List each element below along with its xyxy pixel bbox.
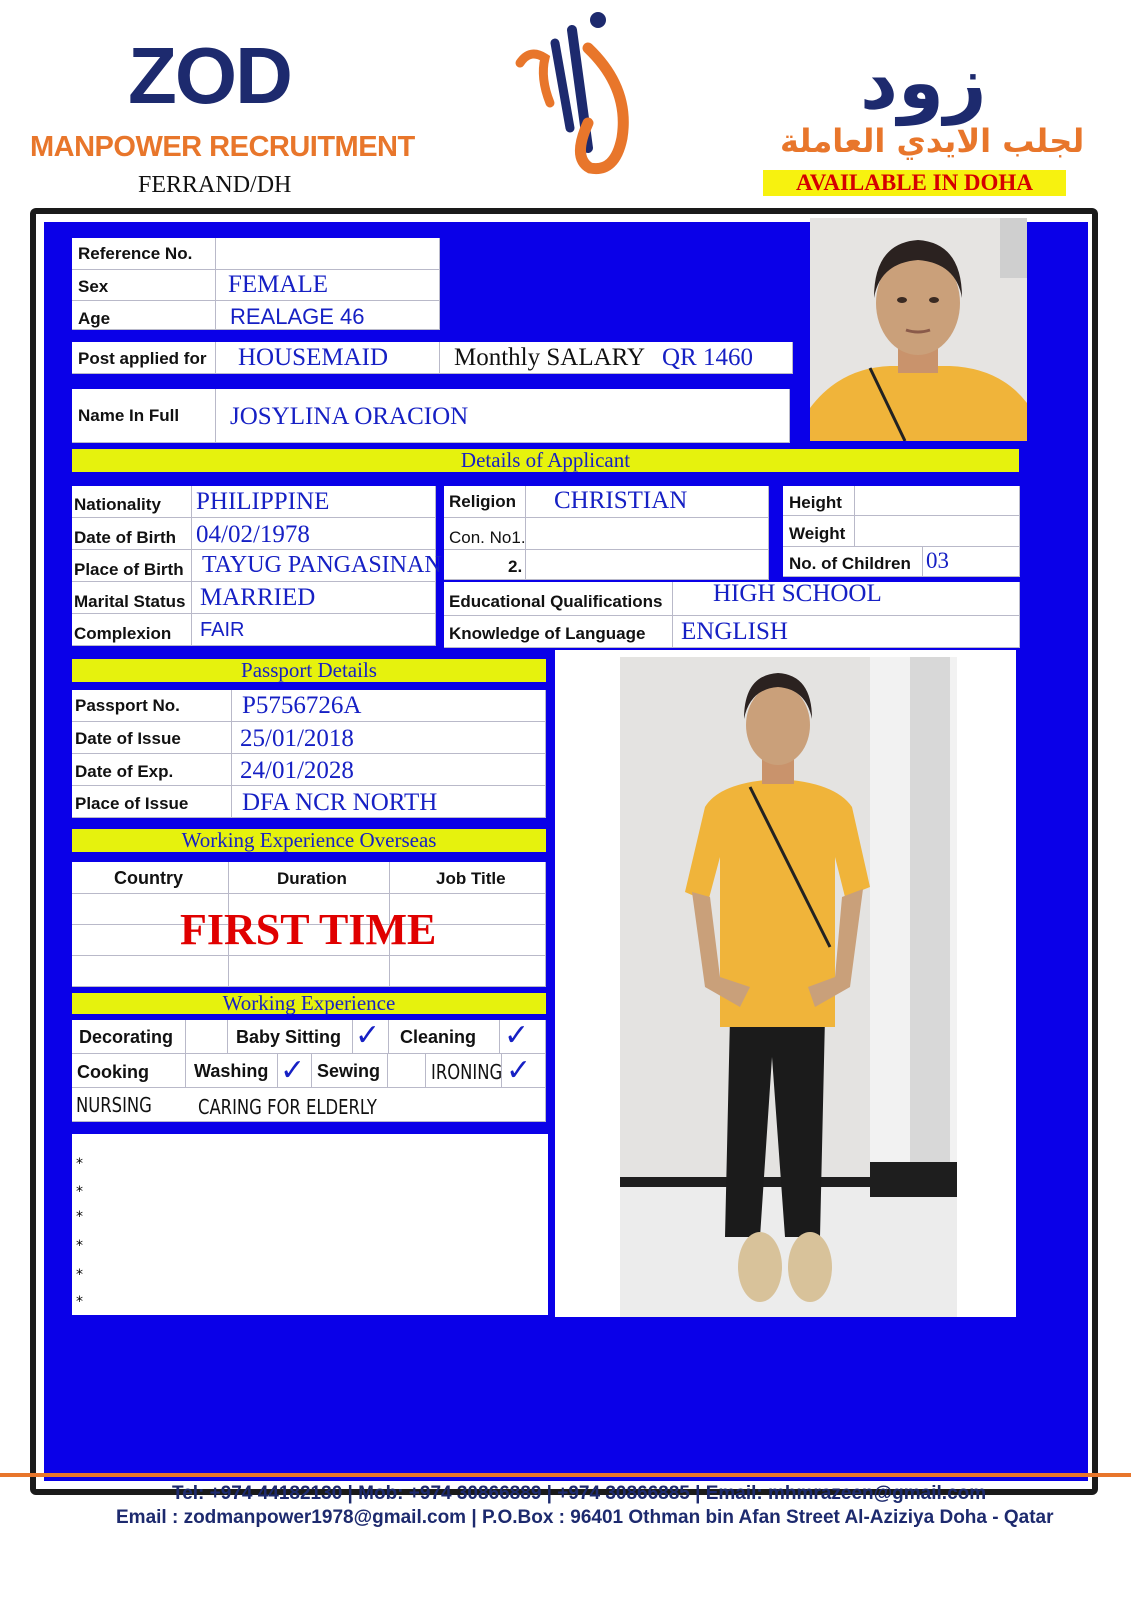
skill-decorating-check	[186, 1020, 228, 1054]
skill-ironing-check	[502, 1054, 546, 1088]
applicant-portrait-photo	[810, 218, 1027, 441]
con2-label: 2.	[508, 557, 523, 576]
post-label: Post applied for	[78, 349, 207, 368]
religion-label-cell	[444, 486, 526, 518]
marital-label-cell	[72, 582, 192, 614]
marital-value: MARRIED	[200, 584, 316, 611]
company-emblem-icon	[510, 8, 645, 183]
post-label-cell	[72, 342, 216, 374]
skill-cooking	[72, 1054, 186, 1088]
height-label-cell	[783, 486, 855, 516]
nationality-label: Nationality	[74, 495, 161, 514]
sex-label: Sex	[78, 277, 109, 296]
con2-label-cell	[444, 550, 526, 580]
note-bullet: *	[76, 1238, 83, 1254]
name-label: Name In Full	[78, 406, 180, 425]
religion-label: Religion	[449, 492, 517, 511]
children-label-cell	[783, 547, 923, 577]
education-label-cell	[444, 582, 673, 616]
religion-value-cell	[526, 486, 769, 518]
checkmark-icon: ✓	[506, 1053, 532, 1088]
country-header: Country	[114, 868, 183, 888]
pob-label: Place of Birth	[74, 560, 184, 579]
skill-nursing-label: NURSING	[76, 1093, 152, 1117]
skill-washing-label: Washing	[194, 1061, 269, 1081]
skill-cleaning	[389, 1020, 500, 1054]
skill-washing	[186, 1054, 278, 1088]
language-value: ENGLISH	[681, 618, 788, 645]
reference-value-cell	[216, 238, 440, 270]
weight-label-cell	[783, 516, 855, 547]
marital-value-cell	[192, 582, 436, 614]
con1-value-cell	[526, 518, 769, 550]
passport-issue-value: 25/01/2018	[240, 725, 354, 752]
note-bullet: *	[76, 1267, 83, 1283]
skill-cooking-label: Cooking	[77, 1062, 149, 1082]
con1-label: Con. No1.	[449, 528, 526, 547]
con2-value-cell	[526, 550, 769, 580]
company-subtitle: MANPOWER RECRUITMENT	[30, 131, 415, 163]
footer-address-line: Email : zodmanpower1978@gmail.com | P.O.Box : 96401 Othman bin Afan Street Al-Aziziya Doha - Qatar	[116, 1507, 1054, 1528]
skill-baby-sitting	[228, 1020, 353, 1054]
sex-value: FEMALE	[228, 271, 328, 298]
skill-washing-check	[278, 1054, 312, 1088]
footer-contact-line: Tel: +974 44182130 | Mob: +974 30866889 | +974 30866885 | Email: mhmrazeen@gmail.com	[172, 1483, 987, 1504]
passport-place-label: Place of Issue	[75, 794, 189, 813]
passport-place-value: DFA NCR NORTH	[242, 789, 438, 816]
details-section-title: Details of Applicant	[72, 449, 1019, 472]
reference-label: Reference No.	[78, 244, 193, 263]
skill-sewing	[312, 1054, 388, 1088]
height-label: Height	[789, 493, 842, 512]
complexion-label-cell	[72, 614, 192, 646]
complexion-label: Complexion	[74, 624, 172, 643]
passport-exp-value-cell	[232, 754, 546, 786]
passport-issue-value-cell	[232, 722, 546, 754]
overseas-section-title: Working Experience Overseas	[72, 829, 546, 852]
arabic-subtitle: لجلب الايدي العاملة	[780, 122, 1085, 160]
availability-badge: AVAILABLE IN DOHA	[763, 170, 1066, 196]
sex-label-cell	[72, 270, 216, 301]
skill-decorating	[72, 1020, 186, 1054]
passport-place-label-cell	[72, 786, 232, 818]
skill-elderly-label: CARING FOR ELDERLY	[198, 1095, 377, 1119]
skill-sewing-check	[388, 1054, 426, 1088]
reference-label-cell	[72, 238, 216, 270]
overseas-col-country	[72, 862, 229, 894]
skill-ironing	[426, 1054, 502, 1088]
post-value-cell	[216, 342, 440, 374]
job-title-header: Job Title	[436, 869, 506, 888]
salary-label: Monthly SALARY	[454, 344, 646, 371]
passport-issue-label: Date of Issue	[75, 729, 181, 748]
skill-extra-row	[72, 1088, 546, 1122]
pob-value-cell	[192, 550, 442, 582]
arabic-logo-text: زود	[860, 40, 987, 126]
children-value: 03	[926, 548, 949, 573]
company-logo-text: ZOD	[128, 31, 291, 120]
skill-baby-sitting-label: Baby Sitting	[236, 1027, 342, 1047]
pob-value: TAYUG PANGASINAN	[202, 552, 442, 578]
complexion-value-cell	[192, 614, 436, 646]
overseas-col-duration	[229, 862, 390, 894]
salary-value: QR 1460	[662, 344, 753, 371]
age-label-cell	[72, 301, 216, 330]
passport-exp-label-cell	[72, 754, 232, 786]
note-bullet: *	[76, 1156, 83, 1172]
passport-exp-label: Date of Exp.	[75, 762, 174, 781]
language-value-cell	[673, 616, 1020, 648]
skill-cleaning-check	[500, 1020, 546, 1054]
name-label-cell	[72, 389, 216, 443]
experience-section-title: Working Experience	[72, 993, 546, 1014]
nationality-value-cell	[192, 486, 436, 518]
passport-number-value: P5756726A	[242, 692, 362, 719]
passport-number-label: Passport No.	[75, 696, 180, 715]
dob-label-cell	[72, 518, 192, 550]
passport-number-label-cell	[72, 690, 232, 722]
education-value: HIGH SCHOOL	[713, 580, 882, 607]
overseas-col-job	[390, 862, 546, 894]
passport-exp-value: 24/01/2028	[240, 757, 354, 784]
footer-divider	[0, 1473, 1131, 1477]
height-value-cell	[855, 486, 1020, 516]
checkmark-icon: ✓	[280, 1053, 306, 1088]
first-time-stamp: FIRST TIME	[180, 905, 437, 954]
age-label: Age	[78, 309, 111, 328]
overseas-cell	[72, 956, 229, 987]
passport-issue-label-cell	[72, 722, 232, 754]
sex-value-cell	[216, 270, 440, 301]
nationality-value: PHILIPPINE	[196, 488, 330, 515]
post-value: HOUSEMAID	[238, 344, 388, 371]
education-value-cell	[673, 582, 1020, 616]
name-value: JOSYLINA ORACION	[230, 403, 469, 430]
children-value-cell	[923, 547, 1020, 577]
passport-section-title: Passport Details	[72, 659, 546, 682]
note-bullet: *	[76, 1184, 83, 1200]
applicant-full-body-photo	[620, 657, 957, 1317]
skill-baby-sitting-check	[353, 1020, 389, 1054]
language-label-cell	[444, 616, 673, 648]
dob-value: 04/02/1978	[196, 521, 310, 548]
skill-decorating-label: Decorating	[79, 1027, 174, 1047]
pob-label-cell	[72, 550, 192, 582]
name-value-cell	[216, 389, 790, 443]
checkmark-icon: ✓	[504, 1018, 530, 1053]
complexion-value: FAIR	[200, 619, 245, 641]
overseas-cell	[390, 956, 546, 987]
children-label: No. of Children	[789, 554, 911, 573]
duration-header: Duration	[277, 869, 347, 888]
marital-label: Marital Status	[74, 592, 186, 611]
checkmark-icon: ✓	[355, 1018, 381, 1053]
con1-label-cell	[444, 518, 526, 550]
overseas-cell	[229, 956, 390, 987]
education-label: Educational Qualifications	[449, 592, 663, 611]
dob-label: Date of Birth	[74, 528, 176, 547]
notes-box	[72, 1134, 548, 1315]
skill-sewing-label: Sewing	[317, 1061, 381, 1081]
dob-value-cell	[192, 518, 436, 550]
weight-value-cell	[855, 516, 1020, 547]
note-bullet: *	[76, 1294, 83, 1310]
passport-place-value-cell	[232, 786, 546, 818]
language-label: Knowledge of Language	[449, 624, 646, 643]
age-value: REALAGE 46	[230, 304, 365, 329]
religion-value: CHRISTIAN	[554, 487, 688, 514]
salary-cell	[440, 342, 793, 374]
skill-ironing-label: IRONING	[431, 1060, 503, 1084]
age-value-cell	[216, 301, 440, 330]
weight-label: Weight	[789, 524, 846, 543]
passport-number-value-cell	[232, 690, 546, 722]
note-bullet: *	[76, 1209, 83, 1225]
reference-code: FERRAND/DH	[138, 172, 292, 198]
nationality-label-cell	[72, 486, 192, 518]
skill-cleaning-label: Cleaning	[400, 1027, 477, 1047]
